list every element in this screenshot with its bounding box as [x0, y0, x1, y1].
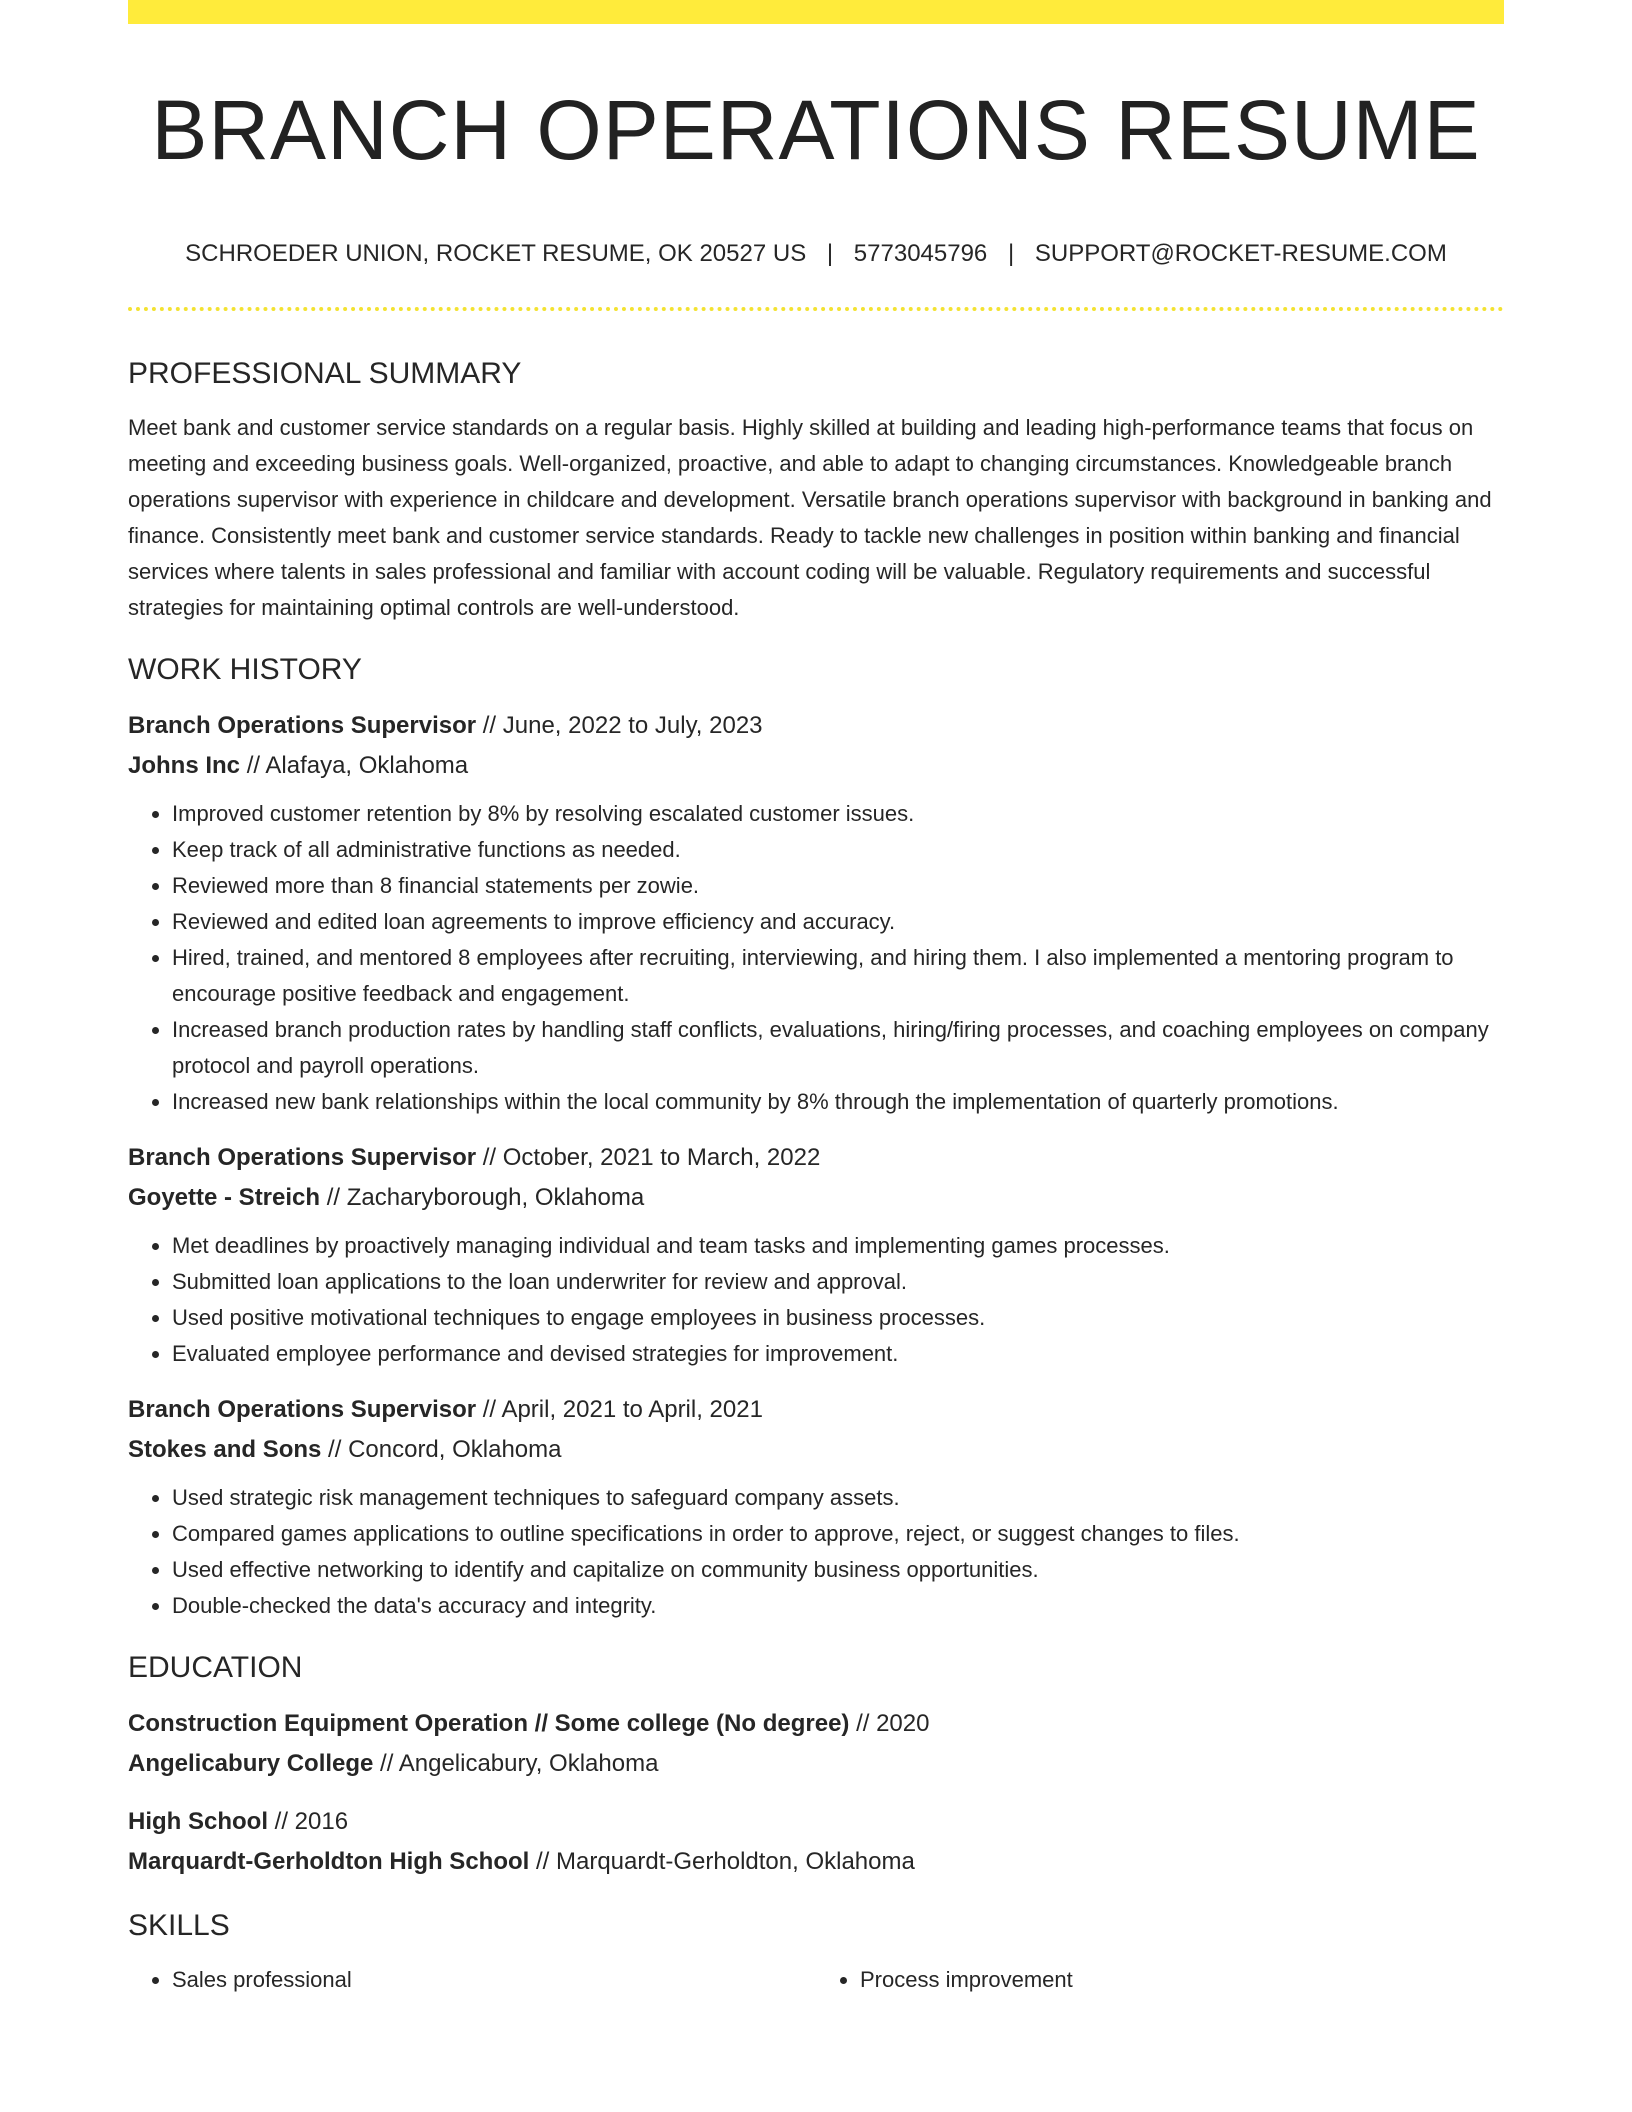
job-company: Stokes and Sons [128, 1436, 322, 1463]
skills-left-column [128, 1962, 816, 1998]
job-title: Branch Operations Supervisor [128, 1396, 477, 1423]
job-title: Branch Operations Supervisor [128, 1144, 477, 1171]
header-divider [128, 307, 1504, 311]
job-bullets [128, 1228, 1504, 1372]
education-year: // 2020 [849, 1710, 930, 1737]
resume-title: BRANCH OPERATIONS RESUME [151, 83, 1481, 177]
resume-content [128, 348, 1504, 1998]
skills-right-column [816, 1962, 1504, 1998]
job-title-line [128, 1138, 1504, 1178]
skills-columns [128, 1962, 1504, 1998]
education-degree: High School [128, 1808, 268, 1835]
education-degree-line [128, 1704, 1504, 1744]
education-school-line [128, 1744, 1504, 1784]
job-location: // Concord, Oklahoma [321, 1436, 562, 1463]
skill-item: • Sales professional [172, 1962, 816, 1998]
education-entry [128, 1704, 1504, 1784]
job-location: // Alafaya, Oklahoma [240, 752, 469, 779]
job-bullets [128, 796, 1504, 1120]
summary-heading: PROFESSIONAL SUMMARY [128, 357, 522, 390]
list-item: • Increased new bank relationships within the local community by 8% through the implementation of quarterly promotions. [172, 1084, 1504, 1120]
job-dates: // April, 2021 to April, 2021 [476, 1396, 763, 1423]
job-entry [128, 1390, 1504, 1624]
list-item: • Reviewed more than 8 financial statements per zowie. [172, 868, 1504, 904]
education-heading: EDUCATION [128, 1651, 303, 1684]
list-item: • Increased branch production rates by handling staff conflicts, evaluations, hiring/firing processes, and coaching employees on company protocol and payroll operations. [172, 1012, 1504, 1084]
job-location: // Zacharyborough, Oklahoma [320, 1184, 645, 1211]
list-item: • Used effective networking to identify and capitalize on community business opportunities. [172, 1552, 1504, 1588]
contact-email[interactable]: SUPPORT@ROCKET-RESUME.COM [1034, 240, 1447, 267]
job-dates: // June, 2022 to July, 2023 [476, 712, 763, 739]
education-school: Marquardt-Gerholdton High School [128, 1848, 530, 1875]
list-item: • Improved customer retention by 8% by resolving escalated customer issues. [172, 796, 1504, 832]
contact-phone: 5773045796 [853, 240, 988, 267]
contact-address: SCHROEDER UNION, ROCKET RESUME, OK 20527 US [185, 240, 807, 267]
contact-separator: | [1007, 240, 1015, 267]
list-item: • Reviewed and edited loan agreements to improve efficiency and accuracy. [172, 904, 1504, 940]
skill-item: • Process improvement [860, 1962, 1504, 1998]
job-dates: // October, 2021 to March, 2022 [476, 1144, 821, 1171]
education-location: // Marquardt-Gerholdton, Oklahoma [529, 1848, 915, 1875]
job-company-line [128, 1178, 1504, 1218]
education-location: // Angelicabury, Oklahoma [373, 1750, 659, 1777]
contact-line [128, 236, 1504, 272]
list-item: • Used strategic risk management techniques to safeguard company assets. [172, 1480, 1504, 1516]
summary-text: Meet bank and customer service standards on a regular basis. Highly skilled at building and leading high-performance teams that focus on meeting and exceeding business goals. Well-organized, proactive, and able to adapt to changing circumstances. Knowledgeable branch operations supervisor with experience in childcare and development. Versatile branch operations supervisor with background in banking and finance. Consistently meet bank and customer service standards. Ready to tackle new challenges in position within banking and financial services where talents in sales professional and familiar with account coding will be valuable. Regulatory requirements and successful strategies for maintaining optimal controls are well-understood. [128, 415, 1492, 620]
job-entry [128, 706, 1504, 1120]
list-item: • Evaluated employee performance and devised strategies for improvement. [172, 1336, 1504, 1372]
education-year: // 2016 [268, 1808, 349, 1835]
education-entry [128, 1802, 1504, 1882]
list-item: • Keep track of all administrative functions as needed. [172, 832, 1504, 868]
education-degree-line [128, 1802, 1504, 1842]
list-item: • Submitted loan applications to the loan underwriter for review and approval. [172, 1264, 1504, 1300]
list-item: • Met deadlines by proactively managing individual and team tasks and implementing games processes. [172, 1228, 1504, 1264]
work-history-heading: WORK HISTORY [128, 653, 362, 686]
job-company: Goyette - Streich [128, 1184, 321, 1211]
job-bullets [128, 1480, 1504, 1624]
job-company: Johns Inc [128, 752, 241, 779]
job-title-line [128, 706, 1504, 746]
education-degree: Construction Equipment Operation // Some college (No degree) [128, 1710, 850, 1737]
list-item: • Compared games applications to outline specifications in order to approve, reject, or suggest changes to files. [172, 1516, 1504, 1552]
list-item: • Used positive motivational techniques to engage employees in business processes. [172, 1300, 1504, 1336]
list-item: • Double-checked the data's accuracy and integrity. [172, 1588, 1504, 1624]
job-title: Branch Operations Supervisor [128, 712, 477, 739]
job-entry [128, 1138, 1504, 1372]
education-school: Angelicabury College [128, 1750, 374, 1777]
skills-heading: SKILLS [128, 1909, 230, 1942]
job-title-line [128, 1390, 1504, 1430]
accent-top-bar [128, 0, 1504, 24]
education-school-line [128, 1842, 1504, 1882]
list-item: • Hired, trained, and mentored 8 employees after recruiting, interviewing, and hiring them. I also implemented a mentoring program to encourage positive feedback and engagement. [172, 940, 1504, 1012]
job-company-line [128, 1430, 1504, 1470]
contact-separator: | [826, 240, 834, 267]
job-company-line [128, 746, 1504, 786]
